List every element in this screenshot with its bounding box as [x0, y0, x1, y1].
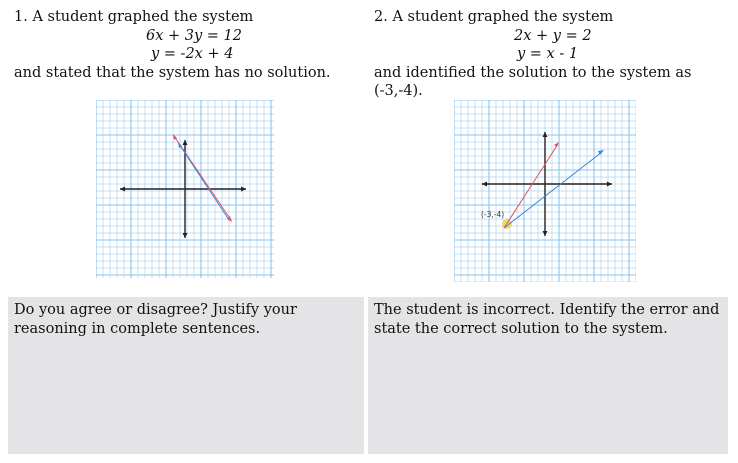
- problem-1-intro: 1. A student graphed the system: [14, 9, 254, 25]
- problem-1-equation-2: y = -2x + 4: [151, 46, 234, 62]
- line-6x-3y-12: [173, 134, 232, 222]
- prompt-2: The student is incorrect. Identify the error and state the correct solution to the system.: [374, 302, 720, 337]
- problem-2: [374, 8, 734, 101]
- line-2x-y-2: [504, 142, 559, 228]
- problem-1-equation-1: 6x + 3y = 12: [146, 27, 243, 44]
- point-label: (-3,-4): [481, 210, 505, 219]
- answer-box-2[interactable]: [368, 297, 728, 454]
- graph-2: [454, 100, 636, 282]
- problem-2-equation-1: 2x + y = 2: [514, 27, 592, 44]
- graph-1: [96, 100, 274, 278]
- x-axis: [482, 182, 612, 187]
- problem-1: [14, 8, 364, 82]
- prompt-1: Do you agree or disagree? Justify your reasoning in complete sentences.: [14, 302, 297, 337]
- problem-2-equation-2: y = x - 1: [517, 46, 579, 62]
- problem-2-intro: 2. A student graphed the system: [374, 9, 614, 25]
- line-y-x-1: [504, 150, 604, 228]
- answer-box-1[interactable]: [8, 297, 364, 454]
- problem-1-claim: and stated that the system has no solution.: [14, 64, 331, 81]
- problem-2-claim: and identified the solution to the system as (-3,-4).: [374, 64, 692, 99]
